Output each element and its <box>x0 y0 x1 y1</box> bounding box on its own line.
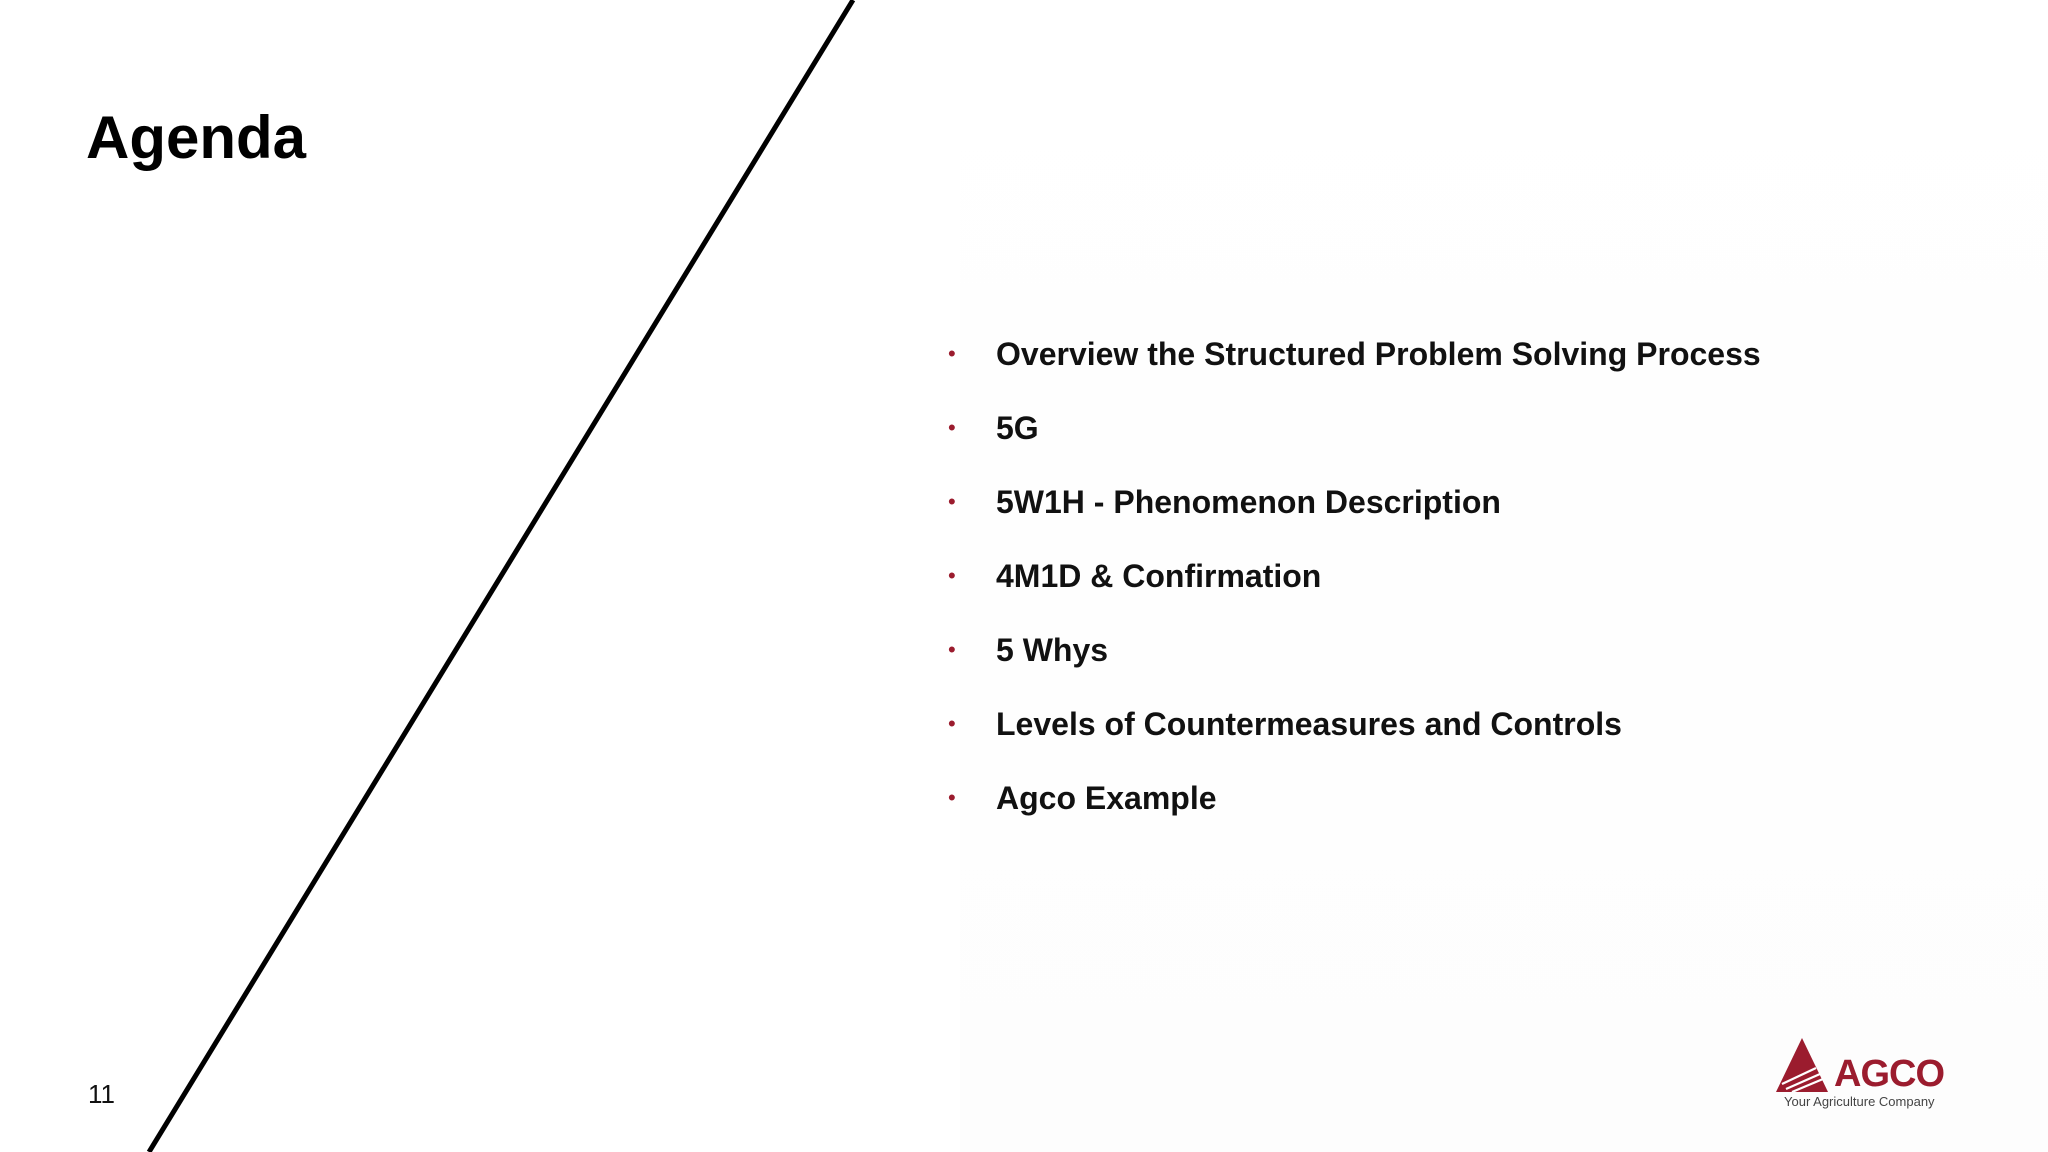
agenda-item-label: 5W1H - Phenomenon Description <box>996 484 1501 520</box>
logo-tagline: Your Agriculture Company <box>1784 1094 1935 1109</box>
bullet-icon: • <box>948 341 956 366</box>
logo-wordmark: AGCO <box>1834 1053 1944 1095</box>
bullet-icon: • <box>948 489 956 514</box>
agenda-item <box>940 774 1761 848</box>
agenda-item <box>940 552 1761 626</box>
agenda-item <box>940 700 1761 774</box>
bullet-icon: • <box>948 415 956 440</box>
agenda-list <box>940 330 1761 848</box>
agenda-item-label: 5 Whys <box>996 632 1109 668</box>
page-number: 11 <box>88 1079 115 1109</box>
slide-title: Agenda <box>86 104 307 171</box>
agenda-item <box>940 404 1761 478</box>
bullet-icon: • <box>948 637 956 662</box>
agenda-item-label: Agco Example <box>996 780 1217 816</box>
bullet-icon: • <box>948 563 956 588</box>
bullet-icon: • <box>948 711 956 736</box>
agco-logo <box>1776 1038 1966 1114</box>
bullet-icon: • <box>948 785 956 810</box>
agenda-item-label: 4M1D & Confirmation <box>996 558 1322 594</box>
agenda-item <box>940 478 1761 552</box>
agenda-item <box>940 626 1761 700</box>
agenda-item-label: 5G <box>996 410 1039 446</box>
agenda-item <box>940 330 1761 404</box>
agenda-item-label: Overview the Structured Problem Solving Process <box>996 336 1761 372</box>
agenda-item-label: Levels of Countermeasures and Controls <box>996 706 1622 742</box>
